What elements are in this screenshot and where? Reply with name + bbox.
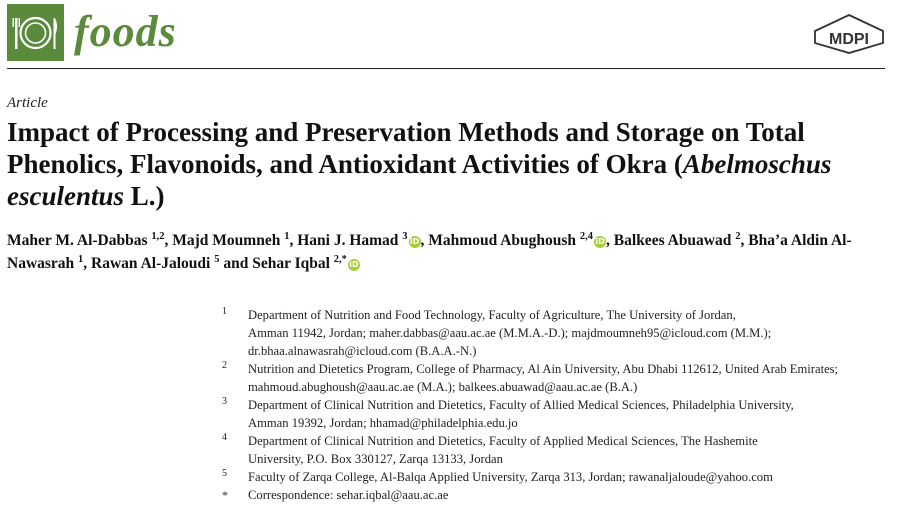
author-name[interactable]: Rawan Al-Jaloudi — [91, 255, 211, 272]
mdpi-logo — [813, 13, 885, 55]
author-separator: and — [219, 255, 253, 272]
author-list — [7, 229, 887, 275]
affiliation-line: University, P.O. Box 330127, Zarqa 13133, Jordan — [248, 452, 503, 466]
author-separator: , — [164, 232, 173, 249]
affiliation-number: 2 — [222, 360, 227, 371]
affiliation-line: dr.bhaa.alnawasrah@icloud.com (B.A.A.-N.) — [248, 344, 477, 358]
author-name[interactable]: Majd Moumneh — [172, 232, 281, 249]
author-name[interactable]: Mahmoud Abughoush — [428, 232, 577, 249]
author-affiliation-sup: 3 — [402, 231, 408, 242]
affiliation-item — [222, 432, 892, 468]
article-type: Article — [7, 95, 48, 111]
affiliation-number: 3 — [222, 396, 227, 407]
affiliation-line: Amman 11942, Jordan; maher.dabbas@aau.ac.ae (M.M.A.-D.); majdmoumneh95@icloud.com (M.M.); — [248, 326, 772, 340]
affiliation-number: 5 — [222, 468, 227, 479]
affiliation-line: Correspondence: sehar.iqbal@aau.ac.ae — [248, 488, 449, 502]
affiliation-number: 1 — [222, 306, 227, 317]
publisher-name: MDPI — [829, 31, 869, 48]
author-affiliation-sup: 1 — [284, 231, 290, 242]
affiliation-item — [222, 468, 892, 486]
affiliation-list — [222, 306, 892, 504]
author-name[interactable]: Bha’a Aldin Al-Nawasrah — [7, 232, 852, 272]
author-affiliation-sup: 2,* — [333, 254, 347, 265]
affiliation-item — [222, 360, 892, 396]
author-separator: , — [420, 232, 429, 249]
plate-fork-knife-icon — [7, 4, 64, 61]
affiliation-item — [222, 306, 892, 360]
affiliation-line: Faculty of Zarqa College, Al-Balqa Applied University, Zarqa 313, Jordan; rawanaljaloude@yahoo.com — [248, 470, 773, 484]
title-species: Abelmoschus esculentus — [7, 149, 832, 211]
orcid-icon[interactable]: iD — [595, 237, 605, 246]
author-separator: , — [740, 232, 749, 249]
author-affiliation-sup: 2,4 — [579, 231, 594, 242]
title-text-end: L.) — [124, 181, 165, 211]
author-affiliation-sup: 1,2 — [151, 231, 165, 242]
journal-header — [7, 4, 885, 69]
author-affiliation-sup: 2 — [735, 231, 741, 242]
orcid-icon[interactable]: iD — [349, 260, 359, 269]
author-separator: , — [289, 232, 298, 249]
affiliation-line: Department of Clinical Nutrition and Dietetics, Faculty of Allied Medical Sciences, Philadelphia University, — [248, 398, 794, 412]
author-affiliation-sup: 5 — [214, 254, 220, 265]
author-name[interactable]: Balkees Abuawad — [613, 232, 732, 249]
author-name[interactable]: Hani J. Hamad — [297, 232, 399, 249]
author-name[interactable]: Maher M. Al-Dabbas — [7, 232, 148, 249]
journal-name: foods — [74, 7, 177, 56]
author-separator: , — [606, 232, 614, 249]
affiliation-number: * — [222, 488, 228, 502]
orcid-icon[interactable]: iD — [409, 237, 420, 246]
affiliation-line: Nutrition and Dietetics Program, College of Pharmacy, Al Ain University, Abu Dhabi 112612, United Arab Emirates; — [248, 362, 839, 376]
affiliation-line: Amman 19392, Jordan; hhamad@philadelphia.edu.jo — [248, 416, 518, 430]
author-name[interactable]: Sehar Iqbal — [252, 255, 330, 272]
affiliation-number: 4 — [222, 432, 227, 443]
affiliation-line: mahmoud.abughoush@aau.ac.ae (M.A.); balkees.abuawad@aau.ac.ae (B.A.) — [248, 380, 638, 394]
affiliation-item — [222, 396, 892, 432]
article-title — [7, 116, 887, 212]
affiliation-line: Department of Clinical Nutrition and Dietetics, Faculty of Applied Medical Sciences, The Hashemite — [248, 434, 758, 448]
title-text: Impact of Processing and Preservation Methods and Storage on Total Phenolics, Flavonoids, and Antioxidant Activities of Okra ( — [7, 117, 805, 179]
author-affiliation-sup: 1 — [78, 254, 84, 265]
affiliation-line: Department of Nutrition and Food Technology, Faculty of Agriculture, The University of Jordan, — [248, 308, 736, 322]
affiliation-item — [222, 486, 892, 504]
author-separator: , — [83, 255, 92, 272]
